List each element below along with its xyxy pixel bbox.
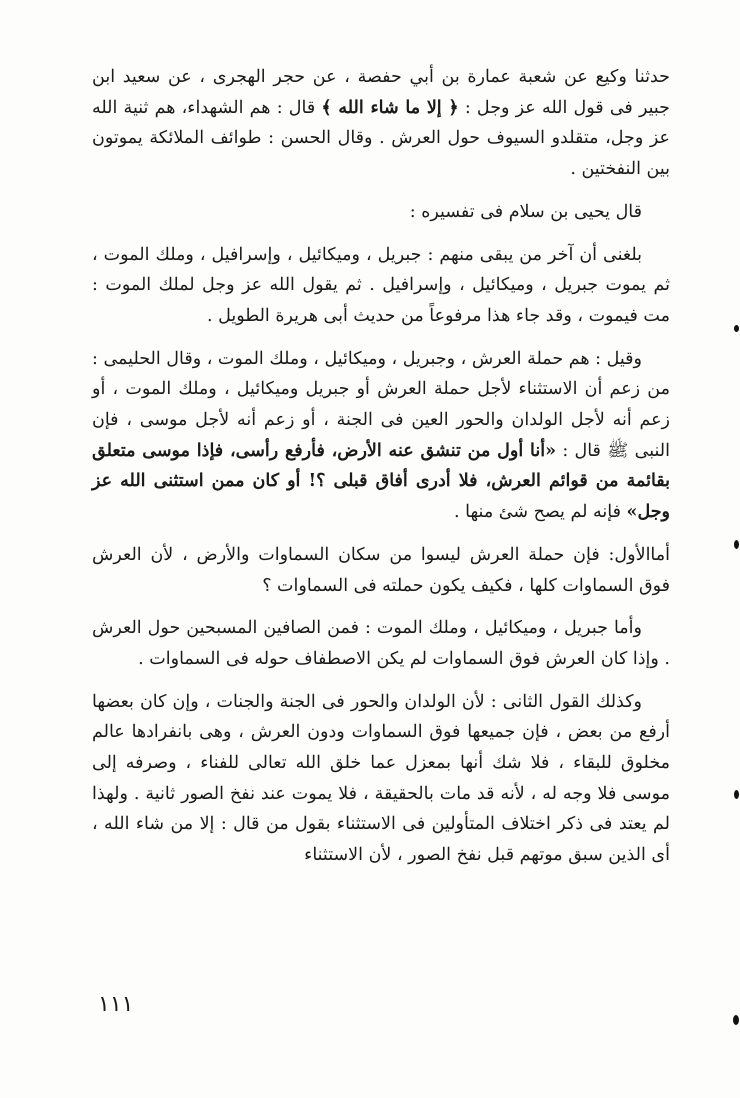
paragraph-6: [92, 613, 670, 674]
text-span: وكذلك القول الثانى : لأن الولدان والحور فى الجنة والجنات ، وإن كان بعضها أرفع من بعض ، فإن جميعها فوق السماوات ودون العرش ، وهى بانفرادها عالم مخلوق للبقاء ، فلا شك أنها بمعزل عما خلق الله تعالى للفناء ، وصرفه إلى موسى فلا وجه له ، لأنه قد مات بالحقيقة ، فلا يموت عند نفخ الصور ثانية . ولهذا لم يعتد فى ذكر اختلاف المتأولين فى الاستثناء بقول من قال : إلا من شاء الله ، أى الذين سبق موتهم قبل نفخ الصور ، لأن الاستثناء: [92, 691, 670, 866]
text-span: قال يحيى بن سلام فى تفسيره :: [409, 201, 642, 222]
scan-mark: [734, 790, 739, 799]
paragraph-2: [92, 197, 670, 228]
text-span: حدثنا وكيع عن شعبة عمارة بن أبي حفصة ، عن حجر الهجرى ، عن سعيد ابن جبير فى قول الله عز وجل :: [92, 67, 670, 118]
paragraph-1: [92, 62, 670, 185]
paragraph-7: [92, 687, 670, 871]
hadith-quote: «أنا أول من تنشق عنه الأرض، فأرفع رأسى، فإذا موسى متعلق بقائمة من قوائم العرش، فلا أدرى أفاق قبلى ؟! أو كان ممن استثنى الله عز وجل»: [92, 440, 670, 523]
body-text: [92, 62, 670, 871]
paragraph-4: [92, 344, 670, 528]
scan-mark: [733, 1015, 739, 1025]
text-span: قال : هم الشهداء، هم ثنية الله عز وجل، متقلدو السيوف حول العرش . وقال الحسن : طوائف الملائكة يموتون بين النفختين .: [92, 97, 670, 180]
scan-mark: [734, 325, 739, 332]
text-span: وقيل : هم حملة العرش ، وجبريل ، وميكائيل ، وملك الموت ، وقال الحليمى : من زعم أن الاستثناء لأجل حملة العرش أو جبريل وميكائيل ، وملك الموت ، أو زعم أنه لأجل الولدان والحور العين فى الجنة ، أو زعم أنه لأجل موسى ، فإن النبى ﷺ قال :: [92, 348, 670, 461]
scan-mark: [734, 540, 739, 549]
text-span: أماالأول: فإن حملة العرش ليسوا من سكان السماوات والأرض ، لأن العرش فوق السماوات كلها ، فكيف يكون حملته فى السماوات ؟: [92, 544, 670, 596]
paragraph-5: [92, 540, 670, 601]
text-span: بلغنى أن آخر من يبقى منهم : جبريل ، وميكائيل ، وإسرافيل ، وملك الموت ، ثم يموت جبريل ، وميكائيل ، وإسرافيل . ثم يقول الله عز وجل لملك الموت : مت فيموت ، وقد جاء هذا مرفوعاً من حديث أبى هريرة الطويل .: [92, 244, 670, 326]
quran-quote: ﴿ إلا ما شاء الله ﴾: [321, 97, 459, 118]
text-span: وأما جبريل ، وميكائيل ، وملك الموت : فمن الصافين المسبحين حول العرش . وإذا كان العرش فوق السماوات لم يكن الاصطفاف حوله فى السماوات .: [92, 618, 670, 669]
page-number: ١١١: [98, 992, 134, 1017]
paragraph-3: [92, 240, 670, 332]
text-span: فإنه لم يصح شئ منها .: [454, 502, 627, 523]
